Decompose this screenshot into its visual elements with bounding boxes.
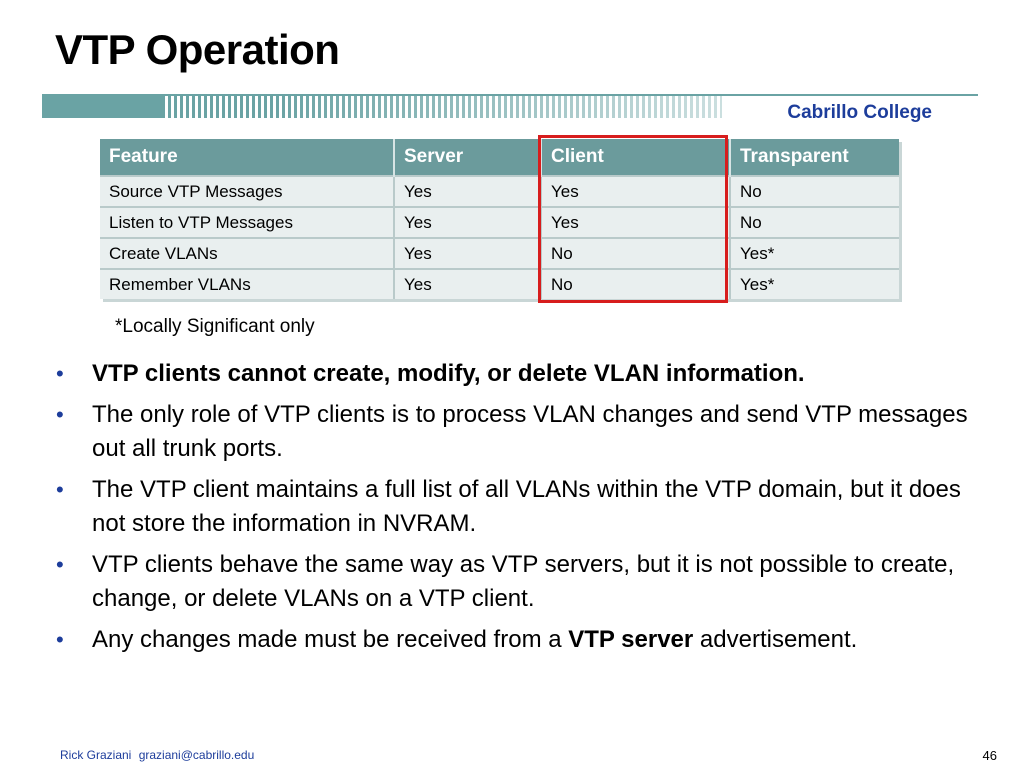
bullet-text: The only role of VTP clients is to process VLAN changes and send VTP messages out all trunk ports. [92,401,968,462]
table-row [100,238,899,269]
cell-server: Yes [394,269,541,299]
bullet-icon: • [56,361,64,386]
bullet-icon: • [56,627,64,652]
cell-client: No [541,238,730,269]
bullet-list [56,357,996,664]
list-item [56,398,996,466]
page-number: 46 [982,748,997,763]
bullet-text: VTP clients cannot create, modify, or delete VLAN information. [92,360,805,387]
table-row [100,207,899,238]
college-banner [42,94,978,126]
cell-transparent: No [730,176,899,207]
cell-client: No [541,269,730,299]
header-feature: Feature [100,139,394,176]
banner-solid-bar [42,96,162,118]
cell-transparent: Yes* [730,238,899,269]
cell-feature: Listen to VTP Messages [100,207,394,238]
footer-email: graziani@cabrillo.edu [138,748,255,762]
header-client: Client [541,139,730,176]
header-transparent: Transparent [730,139,899,176]
list-item [56,623,996,657]
cell-server: Yes [394,238,541,269]
table-header-row [100,139,899,176]
bullet-text: VTP clients behave the same way as VTP servers, but it is not possible to create, change, or delete VLANs on a VTP client. [92,551,955,612]
table-footnote: *Locally Significant only [115,316,315,337]
cell-server: Yes [394,176,541,207]
cell-client: Yes [541,207,730,238]
slide-title: VTP Operation [55,26,340,73]
cell-transparent: No [730,207,899,238]
list-item [56,473,996,541]
cell-feature: Create VLANs [100,238,394,269]
bullet-icon: • [56,402,64,427]
bullet-text-pre: Any changes made must be received from a [92,626,569,653]
table-row [100,269,899,299]
bullet-icon: • [56,552,64,577]
cell-feature: Remember VLANs [100,269,394,299]
banner-stripes [162,96,722,118]
cell-transparent: Yes* [730,269,899,299]
footer-author: Rick Graziani [60,748,132,762]
footer-credits [60,748,258,762]
bullet-icon: • [56,477,64,502]
college-name: Cabrillo College [787,102,932,123]
cell-feature: Source VTP Messages [100,176,394,207]
list-item [56,548,996,616]
cell-client: Yes [541,176,730,207]
bullet-text-post: advertisement. [693,626,858,653]
cell-server: Yes [394,207,541,238]
bullet-text-bold: VTP server [568,626,694,653]
vtp-mode-table [100,139,899,299]
list-item [56,357,996,391]
table-row [100,176,899,207]
client-column-highlight [538,135,728,303]
header-server: Server [394,139,541,176]
bullet-text: The VTP client maintains a full list of all VLANs within the VTP domain, but it does not store the information in NVRAM. [92,476,961,537]
